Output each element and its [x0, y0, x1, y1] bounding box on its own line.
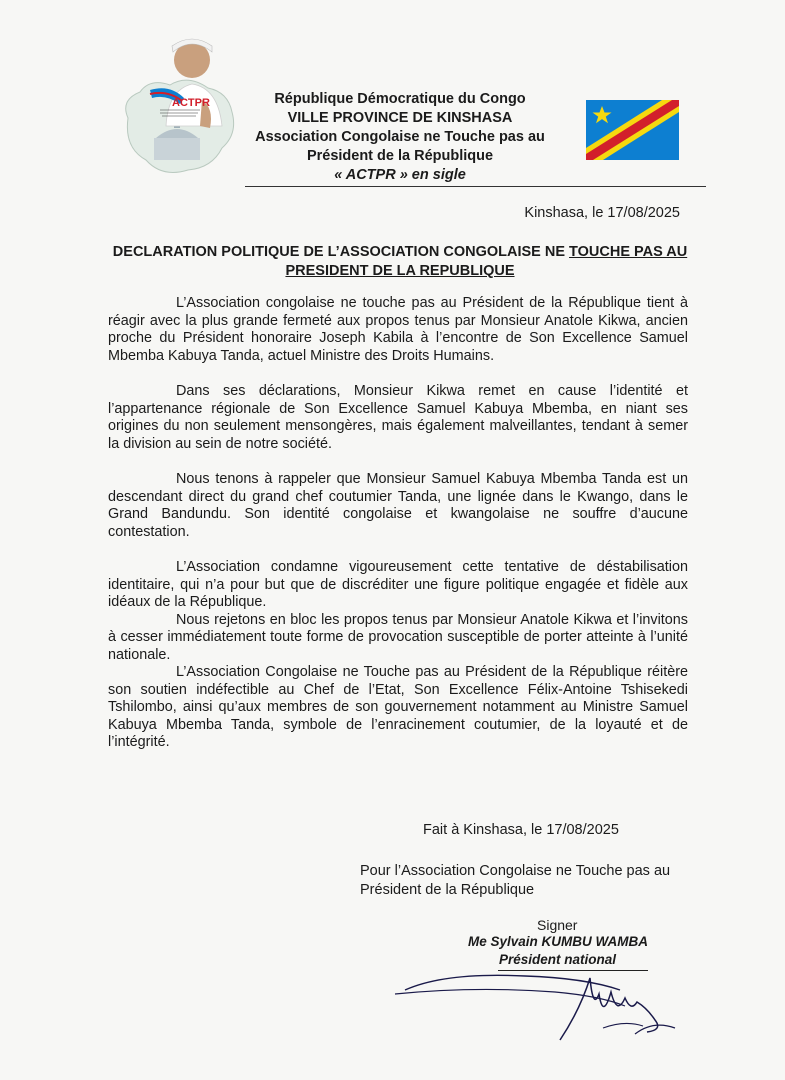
paragraph: L’Association Congolaise ne Touche pas au Président de la République réitère son soutien indéfectible au Chef de l’Etat, Son Excellence Félix-Antoine Tshisekedi Tshilombo, ainsi qu’aux membres de son gouvernement notamment au Ministre Samuel Kabuya Mbemba Tanda, symbole de l’enracinement coutumier, de la loyauté et de l’intégrité.: [108, 664, 688, 750]
on-behalf-line: Pour l’Association Congolaise ne Touche pas au Président de la République: [360, 863, 671, 898]
drc-flag-icon: [586, 100, 679, 160]
paragraph: L’Association condamne vigoureusement cette tentative de déstabilisation identitaire, qui n’a pour but que de discréditer une figure politique engagée et fidèle aux idéaux de la République.: [108, 559, 688, 610]
header-divider: [245, 186, 706, 187]
signatory-name: Me Sylvain KUMBU WAMBA: [468, 934, 649, 949]
declaration-body: [108, 295, 688, 752]
header-association-line-1: Association Congolaise ne Touche pas au: [255, 129, 545, 145]
header-province: VILLE PROVINCE DE KINSHASA: [287, 110, 513, 126]
header-block: [230, 90, 570, 185]
place-date-closing: Fait à Kinshasa, le 17/08/2025: [423, 822, 619, 838]
association-logo: [110, 30, 250, 185]
header-country: République Démocratique du Congo: [274, 91, 526, 107]
signer-label: Signer: [537, 917, 578, 933]
declaration-title: [80, 243, 720, 281]
title-part-3: PRESIDENT DE LA REPUBLIQUE: [285, 263, 515, 279]
handwritten-signature: [385, 950, 685, 1050]
paragraph: Nous tenons à rappeler que Monsieur Samuel Kabuya Mbemba Tanda est un descendant direct du grand chef coutumier Tanda, une lignée dans le Kwango, dans le Grand Bandundu. Son identité congolaise et kwangolaise ne souffre d’aucune contestation.: [108, 471, 688, 540]
title-part-2: TOUCHE PAS AU: [569, 244, 688, 260]
title-part-1: DECLARATION POLITIQUE DE L’ASSOCIATION CONGOLAISE NE: [112, 244, 570, 260]
paragraph: Nous rejetons en bloc les propos tenus par Monsieur Anatole Kikwa et l’invitons à cesser immédiatement toute forme de provocation susceptible de porter atteinte à l’unité nationale.: [108, 611, 688, 663]
paragraph: Dans ses déclarations, Monsieur Kikwa remet en cause l’identité et l’appartenance régionale de Son Excellence Samuel Kabuya Mbemba, en niant ses origines du non seulement mensongères, mais également malveillantes, tendant à semer la division au sein de notre société.: [108, 383, 688, 452]
header-association-line-2: Président de la République: [306, 148, 494, 164]
header-sigle: « ACTPR » en sigle: [334, 167, 466, 183]
date-line: Kinshasa, le 17/08/2025: [524, 205, 680, 221]
paragraph: L’Association congolaise ne touche pas au Président de la République tient à réagir avec la plus grande fermeté aux propos tenus par Monsieur Anatole Kikwa, ancien proche du Président honoraire Joseph Kabila à l’encontre de Son Excellence Samuel Mbemba Kabuya Tanda, actuel Ministre des Droits Humains.: [108, 295, 688, 364]
logo-text: ACTPR: [172, 97, 210, 109]
signatory-role: Président national: [499, 952, 617, 967]
